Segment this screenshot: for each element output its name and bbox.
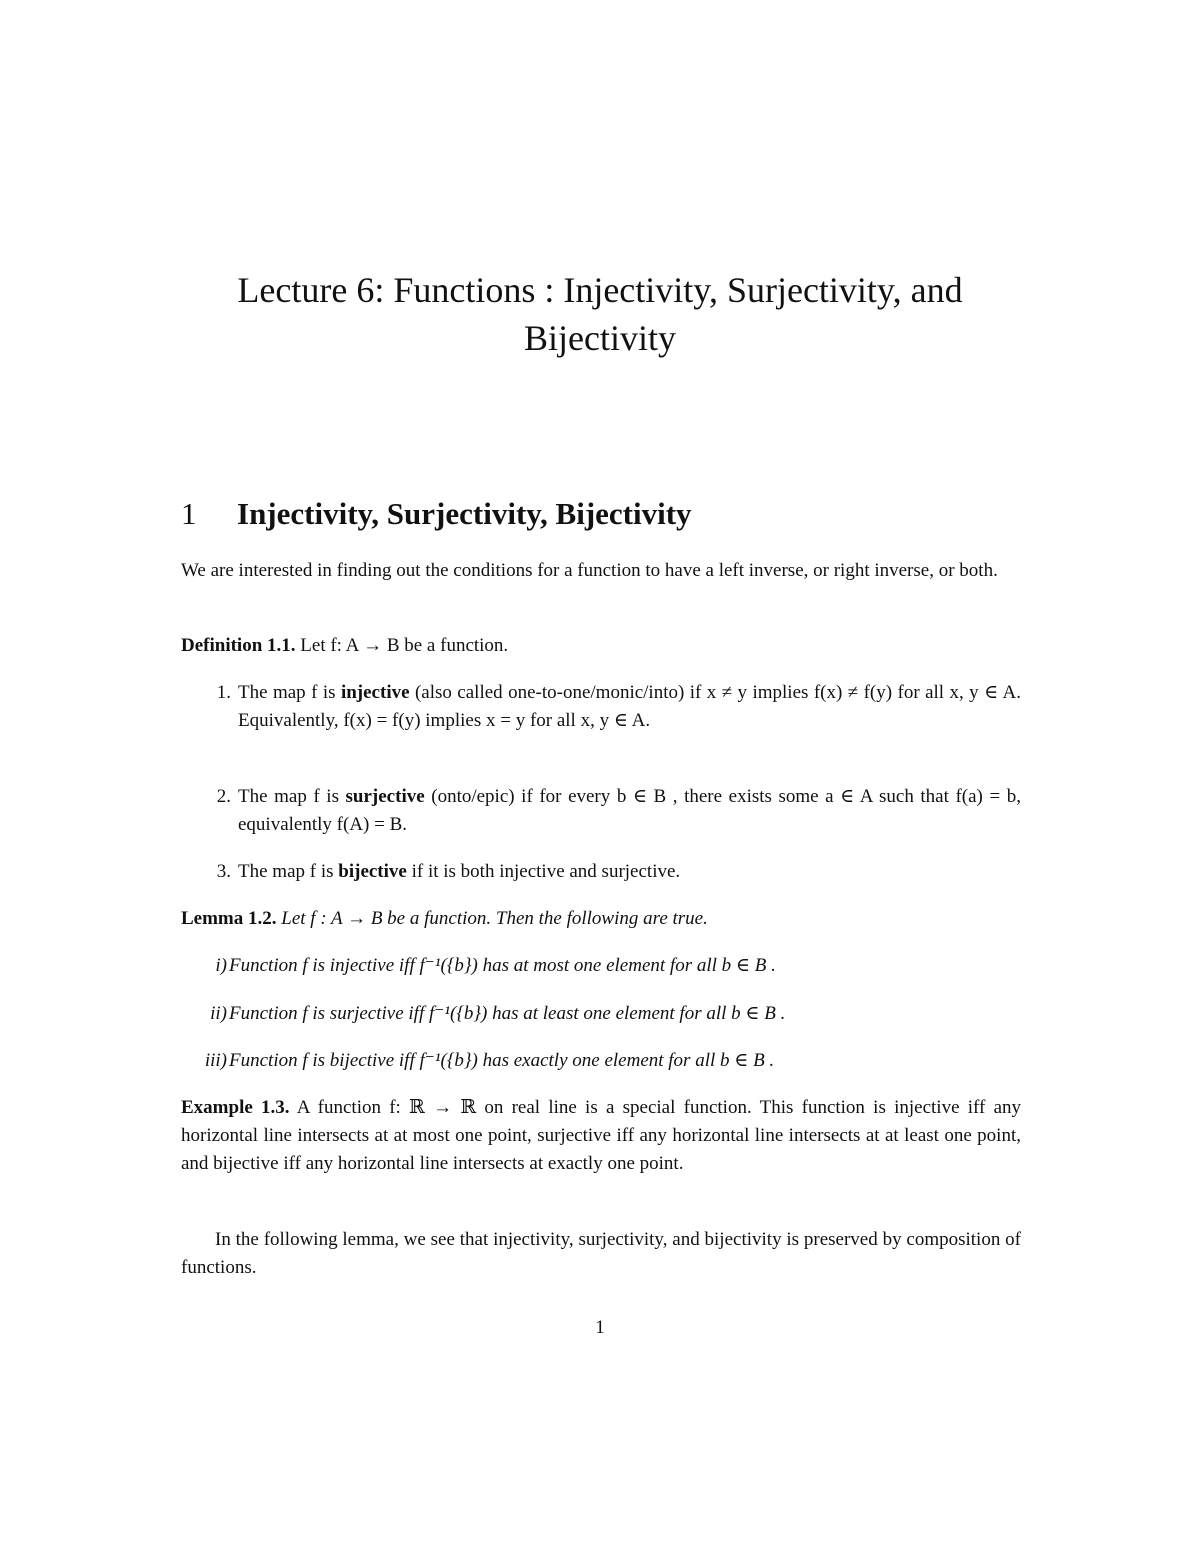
term-bijective: bijective xyxy=(338,861,407,882)
lemma-item-number: iii) xyxy=(204,1050,227,1071)
title-line-2: Bijectivity xyxy=(524,318,676,358)
definition-item-3 xyxy=(181,858,1021,886)
lemma-item-i xyxy=(181,952,1021,980)
item-text-pre: The map f is xyxy=(238,861,339,882)
lemma-item-number: ii) xyxy=(210,1003,227,1024)
lemma-item-ii xyxy=(181,1000,1021,1028)
section-title: Injectivity, Surjectivity, Bijectivity xyxy=(237,496,692,531)
item-text-post: if it is both injective and surjective. xyxy=(406,861,681,882)
item-text-post: (onto/epic) if for every b ∈ B , there exists some a ∈ A such that f(a) = b, equivalently f(A) = B. xyxy=(238,786,1021,835)
section-heading xyxy=(181,494,692,534)
definition-item-1 xyxy=(181,679,1021,735)
lemma-1-2 xyxy=(181,905,1021,933)
item-number: 2. xyxy=(216,786,231,807)
lemma-item-text: Function f is bijective iff f⁻¹({b}) has exactly one element for all b ∈ B . xyxy=(229,1050,775,1071)
lemma-item-text: Function f is injective iff f⁻¹({b}) has at most one element for all b ∈ B . xyxy=(229,955,776,976)
paper-title xyxy=(0,266,1200,362)
definition-item-2 xyxy=(181,783,1021,839)
definition-1-1 xyxy=(181,632,1021,660)
example-text: A function f: ℝ → ℝ on real line is a special function. This function is injective iff any horizontal line intersects at at most one point, surjective iff any horizontal line intersects at at least one point, and bijective iff any horizontal line intersects at exactly one point. xyxy=(181,1097,1022,1174)
item-number: 1. xyxy=(216,682,231,703)
item-text-pre: The map f is xyxy=(238,682,341,703)
example-label: Example 1.3. xyxy=(181,1097,290,1118)
term-surjective: surjective xyxy=(345,786,425,807)
term-injective: injective xyxy=(340,682,410,703)
lemma-text: Let f : A → B be a function. Then the following are true. xyxy=(281,908,708,929)
lemma-item-iii xyxy=(181,1047,1021,1075)
definition-label: Definition 1.1. xyxy=(181,635,296,656)
item-number: 3. xyxy=(216,861,231,882)
page-number: 1 xyxy=(595,1317,605,1338)
closing-paragraph: In the following lemma, we see that injectivity, surjectivity, and bijectivity is preserved by composition of functions. xyxy=(181,1229,1021,1278)
lemma-item-number: i) xyxy=(215,955,227,976)
title-line-1: Lecture 6: Functions : Injectivity, Surjectivity, and xyxy=(237,270,963,310)
intro-paragraph: We are interested in finding out the conditions for a function to have a left inverse, or right inverse, or both. xyxy=(181,560,998,581)
item-text-pre: The map f is xyxy=(238,786,346,807)
lemma-item-text: Function f is surjective iff f⁻¹({b}) has at least one element for all b ∈ B . xyxy=(229,1003,786,1024)
lemma-label: Lemma 1.2. xyxy=(181,908,277,929)
item-text-post: (also called one-to-one/monic/into) if x ≠ y implies f(x) ≠ f(y) for all x, y ∈ A. Equivalently, f(x) = f(y) implies x = y for all x, y ∈ A. xyxy=(238,682,1021,731)
section-number: 1 xyxy=(181,496,197,531)
definition-text: Let f: A → B be a function. xyxy=(300,635,509,656)
example-1-3 xyxy=(181,1094,1021,1178)
